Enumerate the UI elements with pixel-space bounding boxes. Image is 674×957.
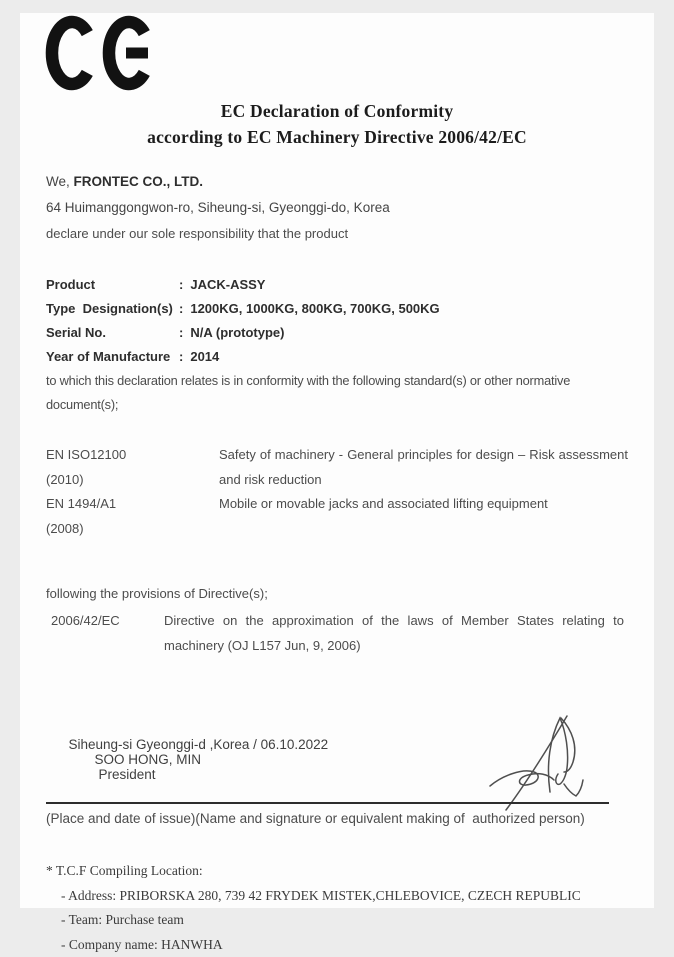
standard-row: [46, 443, 628, 492]
place-and-date: Siheung-si Gyeonggi-d ,Korea / 06.10.2022: [69, 737, 329, 752]
standard-code: EN 1494/A1: [46, 492, 219, 517]
separator: :: [179, 297, 183, 321]
ce-mark-icon: [49, 18, 628, 90]
type-designation-label: Type Designation(s): [46, 297, 179, 321]
company-name: FRONTEC CO., LTD.: [74, 174, 204, 189]
product-row: [46, 321, 628, 345]
signatory-name: SOO HONG, MIN: [95, 752, 202, 767]
serial-no-label: Serial No.: [46, 321, 179, 345]
standards-list: [46, 443, 628, 541]
signature-caption: (Place and date of issue)(Name and signature or equivalent making of authorized person): [46, 811, 628, 826]
tcf-heading: * T.C.F Compiling Location:: [46, 859, 628, 884]
product-value: JACK-ASSY: [190, 273, 265, 297]
tcf-block: [46, 859, 628, 957]
conformity-statement: to which this declaration relates is in conformity with the following standard(s) or other normative document(s);: [46, 369, 631, 417]
directives-section: [46, 581, 628, 658]
intro-block: [46, 169, 628, 247]
standard-code-column: [46, 492, 219, 541]
year-of-manufacture-value: 2014: [190, 345, 219, 369]
separator: :: [179, 321, 183, 345]
document-title: [46, 98, 628, 150]
standard-row: [46, 492, 628, 541]
standard-code: EN ISO12100: [46, 443, 219, 468]
declaration-statement: declare under our sole responsibility that the product: [46, 221, 628, 247]
product-row: [46, 345, 628, 369]
product-label: Product: [46, 273, 179, 297]
tcf-company: - Company name: HANWHA: [46, 933, 628, 957]
serial-no-value: N/A (prototype): [190, 321, 284, 345]
signature-area: [46, 658, 628, 804]
standard-year: (2008): [46, 517, 219, 542]
year-of-manufacture-label: Year of Manufacture: [46, 345, 179, 369]
type-designation-value: 1200KG, 1000KG, 800KG, 700KG, 500KG: [190, 297, 439, 321]
signatory-title: President: [99, 767, 156, 782]
company-line: [46, 169, 628, 195]
tcf-address: - Address: PRIBORSKA 280, 739 42 FRYDEK MISTEK,CHLEBOVICE, CZECH REPUBLIC: [46, 884, 628, 909]
document-page: [20, 13, 654, 908]
standard-description: Mobile or movable jacks and associated lifting equipment: [219, 492, 628, 541]
tcf-team: - Team: Purchase team: [46, 908, 628, 933]
directive-code: 2006/42/EC: [46, 608, 164, 658]
directives-intro: following the provisions of Directive(s);: [46, 581, 628, 606]
product-row: [46, 297, 628, 321]
product-details: [46, 273, 628, 417]
signature-line: [46, 722, 609, 804]
standard-description: Safety of machinery - General principles for design – Risk assessment and risk reduction: [219, 443, 628, 492]
we-prefix: We,: [46, 174, 74, 189]
standard-year: (2010): [46, 468, 219, 493]
title-line-2: according to EC Machinery Directive 2006/42/EC: [46, 124, 628, 150]
directive-description: Directive on the approximation of the laws of Member States relating to machinery (OJ L157 Jun, 9, 2006): [164, 608, 624, 658]
standard-code-column: [46, 443, 219, 492]
product-row: [46, 273, 628, 297]
directive-row: [46, 608, 628, 658]
separator: :: [179, 273, 183, 297]
separator: :: [179, 345, 183, 369]
title-line-1: EC Declaration of Conformity: [46, 98, 628, 124]
company-address: 64 Huimanggongwon-ro, Siheung-si, Gyeonggi-do, Korea: [46, 195, 628, 221]
